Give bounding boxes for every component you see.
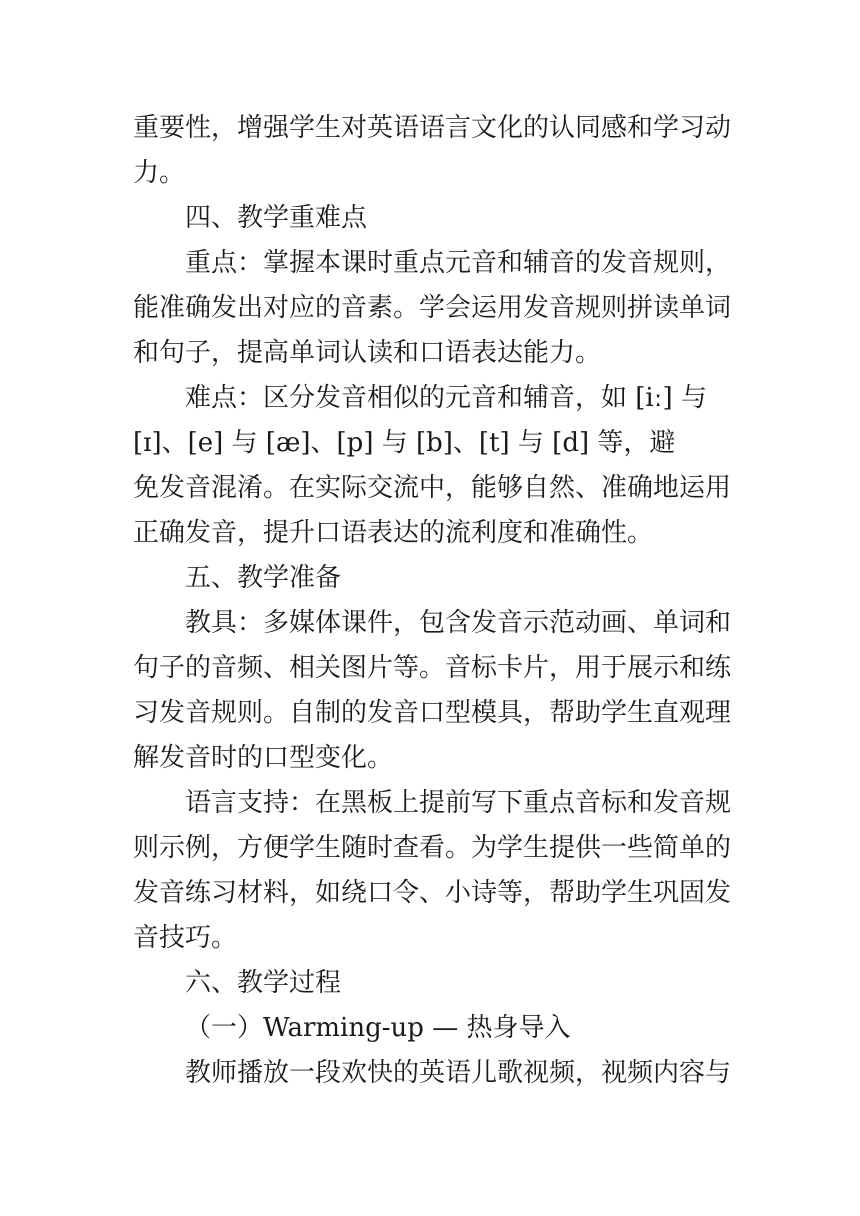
text-line: 则示例，方便学生随时查看。为学生提供一些简单的 bbox=[133, 833, 732, 863]
text-line: 力。 bbox=[133, 158, 186, 188]
text-line: 习发音规则。自制的发音口型模具，帮助学生直观理 bbox=[133, 698, 732, 728]
text-line: 能准确发出对应的音素。学会运用发音规则拼读单词 bbox=[133, 293, 732, 323]
text-line: 教具：多媒体课件，包含发音示范动画、单词和 bbox=[185, 608, 732, 638]
text-line: [ɪ]、[e] 与 [æ]、[p] 与 [b]、[t] 与 [d] 等，避 bbox=[133, 428, 676, 458]
text-line: 重点：掌握本课时重点元音和辅音的发音规则， bbox=[185, 248, 732, 278]
text-line: 语言支持：在黑板上提前写下重点音标和发音规 bbox=[185, 788, 732, 818]
section-heading: 四、教学重难点 bbox=[185, 203, 368, 233]
text-line: 重要性，增强学生对英语语言文化的认同感和学习动 bbox=[133, 113, 732, 143]
text-line: 正确发音，提升口语表达的流利度和准确性。 bbox=[133, 518, 654, 548]
section-heading: 五、教学准备 bbox=[185, 563, 342, 593]
section-heading: 六、教学过程 bbox=[185, 968, 342, 998]
text-line: 教师播放一段欢快的英语儿歌视频，视频内容与 bbox=[185, 1058, 732, 1088]
text-line: 解发音时的口型变化。 bbox=[133, 743, 394, 773]
text-line: 免发音混淆。在实际交流中，能够自然、准确地运用 bbox=[133, 473, 732, 503]
text-line: 发音练习材料，如绕口令、小诗等，帮助学生巩固发 bbox=[133, 878, 732, 908]
text-line: 音技巧。 bbox=[133, 923, 238, 953]
text-line: 难点：区分发音相似的元音和辅音，如 [iː] 与 bbox=[185, 383, 707, 413]
subsection-heading: （一）Warming-up — 热身导入 bbox=[185, 1013, 571, 1043]
text-line: 和句子，提高单词认读和口语表达能力。 bbox=[133, 338, 602, 368]
text-line: 句子的音频、相关图片等。音标卡片，用于展示和练 bbox=[133, 653, 732, 683]
